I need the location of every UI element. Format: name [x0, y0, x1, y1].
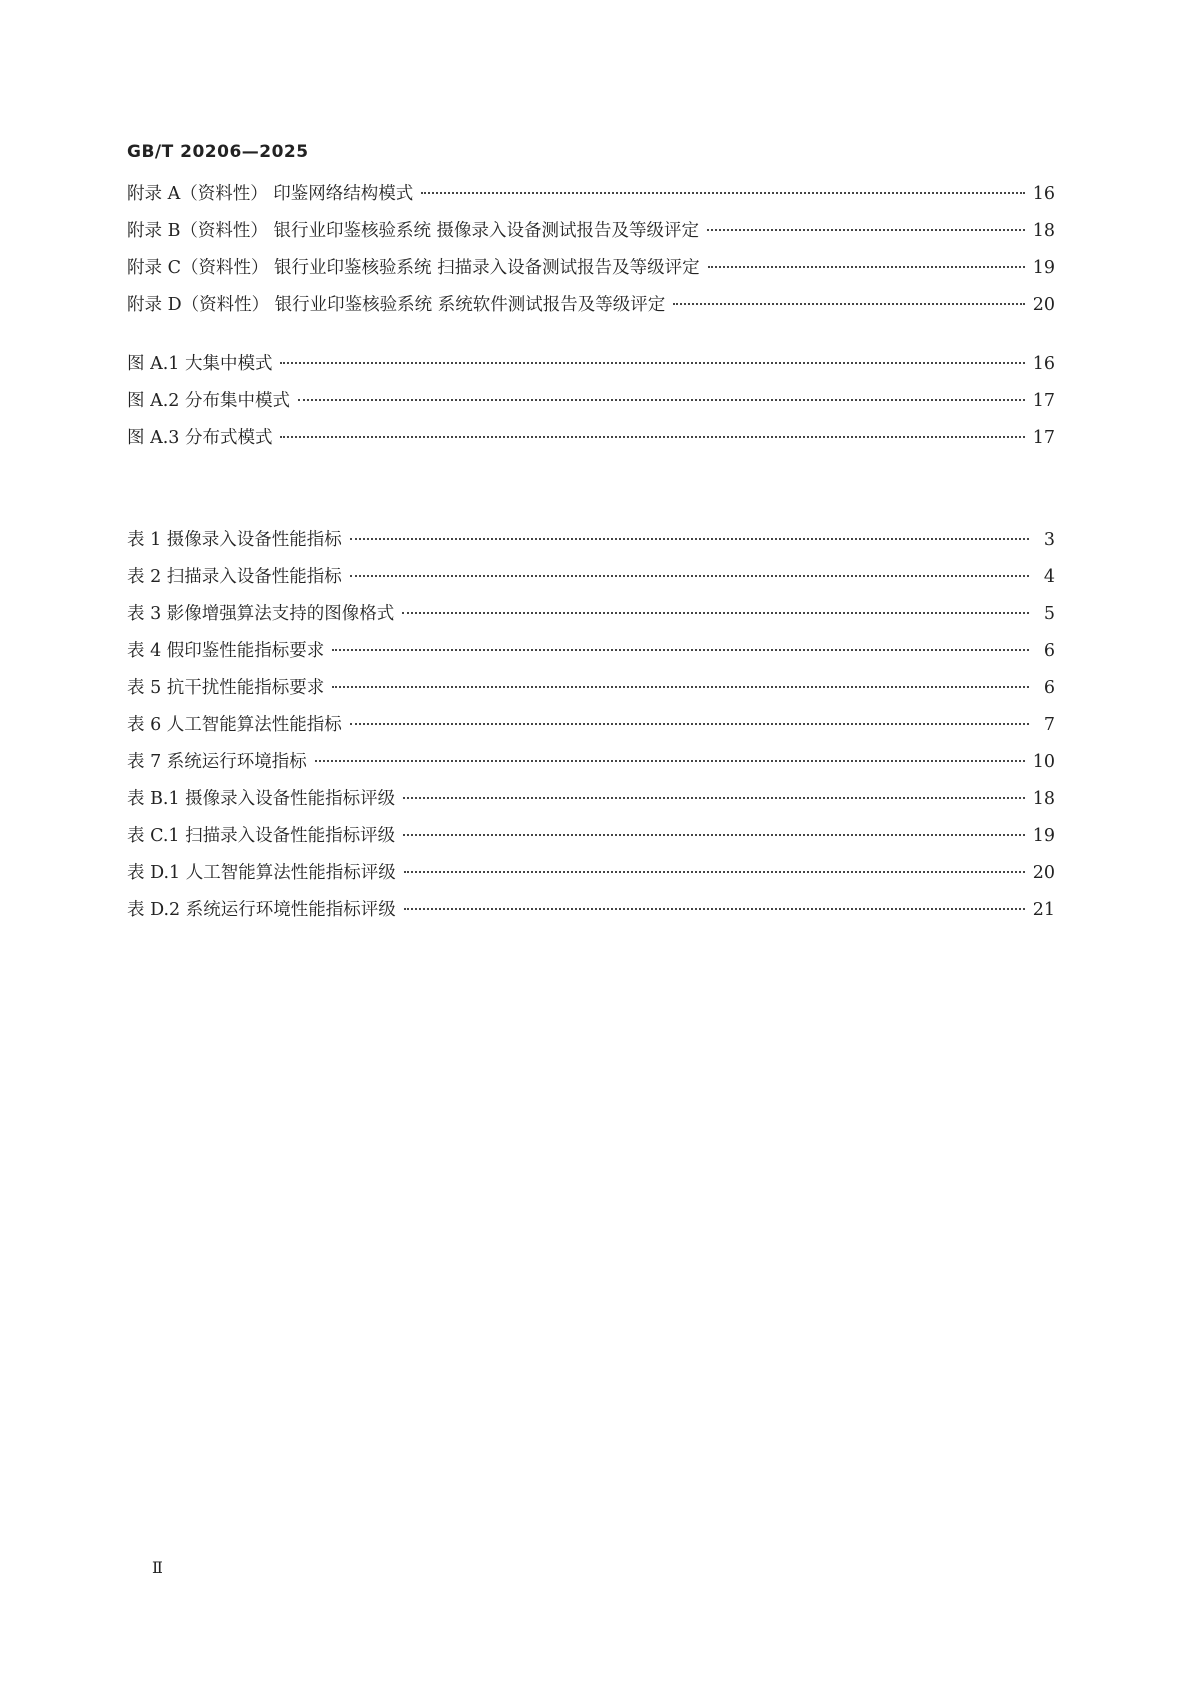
dot-leader	[673, 303, 1025, 305]
dot-leader	[315, 760, 1025, 762]
dot-leader	[402, 612, 1029, 614]
toc-entry[interactable]	[127, 287, 1055, 324]
toc-entry-page: 17	[1032, 428, 1055, 448]
toc-entry-label: 表 4 假印鉴性能指标要求	[127, 641, 325, 661]
toc-entry-page: 5	[1043, 604, 1055, 624]
toc-entry[interactable]	[127, 420, 1055, 457]
dot-leader	[707, 229, 1025, 231]
toc-entry-page: 6	[1043, 678, 1055, 698]
dot-leader	[298, 399, 1025, 401]
toc-entry-label: 附录 C（资料性） 银行业印鉴核验系统 扫描录入设备测试报告及等级评定	[127, 258, 700, 278]
toc-entry[interactable]	[127, 633, 1055, 670]
toc-entry-page: 4	[1043, 567, 1055, 587]
toc-entry-label: 表 5 抗干扰性能指标要求	[127, 678, 325, 698]
toc-entry-page: 20	[1032, 863, 1055, 883]
toc-entry-page: 16	[1032, 354, 1055, 374]
dot-leader	[280, 436, 1024, 438]
toc-entry-page: 19	[1032, 258, 1055, 278]
toc-entry[interactable]	[127, 596, 1055, 633]
toc-entry-page: 21	[1032, 900, 1055, 920]
dot-leader	[404, 871, 1025, 873]
toc-figures	[127, 346, 1055, 457]
dot-leader	[350, 538, 1029, 540]
dot-leader	[404, 908, 1025, 910]
toc-entry[interactable]	[127, 250, 1055, 287]
dot-leader	[350, 723, 1029, 725]
toc-entry[interactable]	[127, 213, 1055, 250]
toc-entry-label: 表 D.2 系统运行环境性能指标评级	[127, 900, 396, 920]
toc-entry-label: 表 1 摄像录入设备性能指标	[127, 530, 342, 550]
toc-entry-label: 附录 A（资料性） 印鉴网络结构模式	[127, 184, 414, 204]
toc-entry-label: 表 B.1 摄像录入设备性能指标评级	[127, 789, 396, 809]
toc-entry[interactable]	[127, 559, 1055, 596]
toc-entry[interactable]	[127, 855, 1055, 892]
dot-leader	[403, 797, 1025, 799]
toc-entry-label: 图 A.3 分布式模式	[127, 428, 273, 448]
toc-entry[interactable]	[127, 346, 1055, 383]
toc-entry-page: 19	[1032, 826, 1055, 846]
toc-entry-page: 16	[1032, 184, 1055, 204]
toc-entry-label: 图 A.1 大集中模式	[127, 354, 273, 374]
toc-entry-label: 表 D.1 人工智能算法性能指标评级	[127, 863, 396, 883]
toc-entry-label: 图 A.2 分布集中模式	[127, 391, 290, 411]
toc-entry-label: 表 C.1 扫描录入设备性能指标评级	[127, 826, 396, 846]
toc-entry[interactable]	[127, 176, 1055, 213]
dot-leader	[332, 649, 1029, 651]
toc-entry-page: 3	[1043, 530, 1055, 550]
toc-entry-page: 18	[1032, 789, 1055, 809]
dot-leader	[403, 834, 1025, 836]
toc-entry-page: 20	[1032, 295, 1055, 315]
toc-entry-label: 表 6 人工智能算法性能指标	[127, 715, 342, 735]
toc-entry[interactable]	[127, 522, 1055, 559]
toc-entry-label: 附录 B（资料性） 银行业印鉴核验系统 摄像录入设备测试报告及等级评定	[127, 221, 700, 241]
toc-tables	[127, 522, 1055, 929]
page-number: Ⅱ	[152, 1558, 163, 1577]
toc-entry[interactable]	[127, 383, 1055, 420]
toc-entry-label: 表 7 系统运行环境指标	[127, 752, 307, 772]
toc-entry[interactable]	[127, 670, 1055, 707]
toc-entry-label: 附录 D（资料性） 银行业印鉴核验系统 系统软件测试报告及等级评定	[127, 295, 666, 315]
dot-leader	[350, 575, 1029, 577]
toc-entry-page: 7	[1043, 715, 1055, 735]
standard-code: GB/T 20206—2025	[127, 142, 309, 162]
toc-entry-label: 表 2 扫描录入设备性能指标	[127, 567, 342, 587]
toc-entry[interactable]	[127, 818, 1055, 855]
toc-entry-page: 6	[1043, 641, 1055, 661]
dot-leader	[421, 192, 1024, 194]
toc-entry[interactable]	[127, 744, 1055, 781]
toc-entry-page: 10	[1032, 752, 1055, 772]
toc-appendices	[127, 176, 1055, 324]
toc-entry[interactable]	[127, 707, 1055, 744]
dot-leader	[708, 266, 1025, 268]
toc-entry-page: 18	[1032, 221, 1055, 241]
dot-leader	[332, 686, 1029, 688]
toc-entry-label: 表 3 影像增强算法支持的图像格式	[127, 604, 395, 624]
dot-leader	[280, 362, 1024, 364]
toc-entry-page: 17	[1032, 391, 1055, 411]
toc-entry[interactable]	[127, 781, 1055, 818]
toc-entry[interactable]	[127, 892, 1055, 929]
